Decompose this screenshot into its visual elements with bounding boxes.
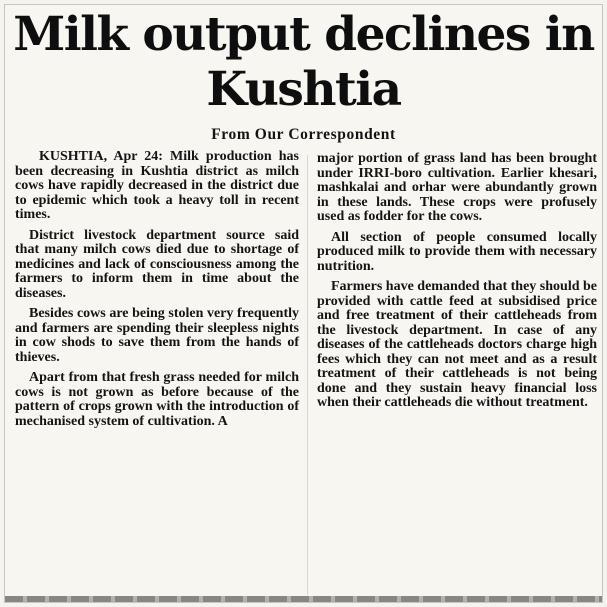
left-column [15, 150, 299, 435]
newspaper-clipping [4, 4, 603, 603]
column-divider [307, 155, 308, 595]
paragraph: All section of people consumed locally produced milk to provide them with necessary nutrition. [317, 229, 597, 274]
headline: Milk output declines in Kushtia [13, 7, 594, 117]
byline: From Our Correspondent [211, 126, 396, 143]
paragraph: Farmers have demanded that they should be provided with cattle feed at subsidised price and free treatment of their cattleheads from the livestock department. In case of any diseases of the cattleheads doctors charge high fees which they can not meet and as a result treatment of their cattleheads is not being done and they sustain heavy financial loss when their cattleheads die without treatment. [317, 279, 598, 410]
paragraph: KUSHTIA, Apr 24: Milk production has been decreasing in Kushtia district as milch cows have rapidly decreased in the district due to epidemic which took a heavy toll in recent times. [15, 149, 299, 222]
paragraph: Besides cows are being stolen very frequently and farmers are spending their sleepless nights in cow shods to save them from the hands of thieves. [15, 306, 299, 365]
right-column [317, 152, 597, 417]
torn-bottom-edge [5, 596, 602, 602]
paragraph: Apart from that fresh grass needed for milch cows is not grown as before because of the pattern of crops grown with the introduction of mechanised system of cultivation. A [15, 370, 299, 429]
paragraph: District livestock department source said that many milch cows died due to shortage of medicines and lack of consciousness among the farmers to inform them in time about the diseases. [15, 227, 299, 301]
paragraph: major portion of grass land has been brought under IRRI-boro cultivation. Earlier khesari, mashkalai and orhar were abundantly grown in these lands. These crops were profusely used as fodder for the cows. [317, 151, 597, 224]
